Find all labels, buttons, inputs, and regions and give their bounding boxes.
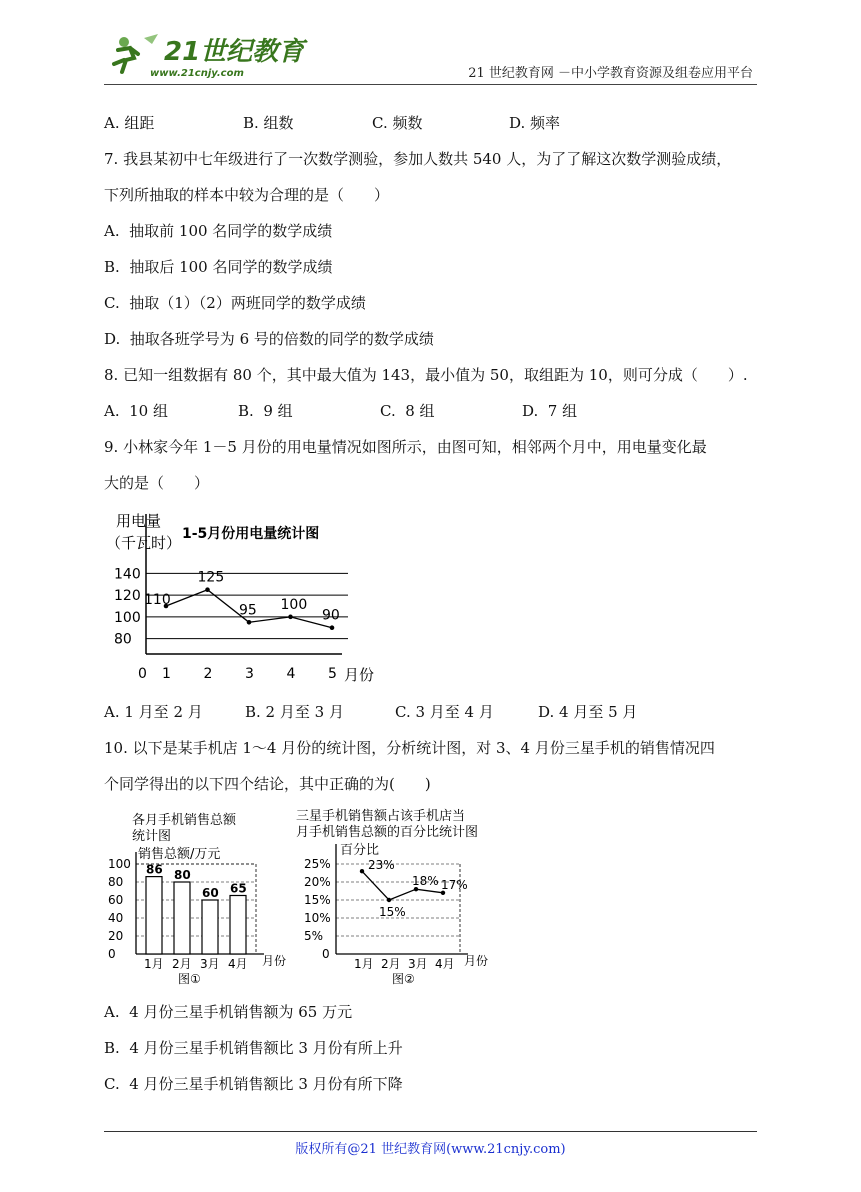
chart2-bar xyxy=(174,882,190,954)
chart3-data-label: 18% xyxy=(412,874,439,889)
chart2-ytick-label: 100 xyxy=(108,857,131,871)
footer-divider xyxy=(104,1131,757,1132)
chart1-data-label: 90 xyxy=(322,607,340,624)
chart3-xtick-label: 2月 xyxy=(381,957,401,971)
site-logo xyxy=(104,30,305,82)
q7-stem-line1: 7. 我县某初中七年级进行了一次数学测验，参加人数共 540 人，为了了解这次数学测验成绩， xyxy=(104,150,732,168)
chart3-data-label: 17% xyxy=(441,877,468,892)
chart1-xtick-label: 2 xyxy=(203,666,213,682)
header-site-name: 21 世纪教育网 －中小学教育资源及组卷应用平台 xyxy=(468,66,753,81)
chart3-data-point xyxy=(387,898,391,902)
sales-bar-chart xyxy=(104,808,294,988)
chart1-ytick-label: 80 xyxy=(114,631,132,648)
chart1-title: 1-5月份用电量统计图 xyxy=(182,526,320,542)
chart1-xtick-label: 1 xyxy=(162,666,171,682)
q6-option-a: A. 组距 xyxy=(104,114,155,132)
q10-option-a: A. 4 月份三星手机销售额为 65 万元 xyxy=(104,1003,353,1021)
chart2-data-label: 86 xyxy=(146,862,163,877)
chart1-ylabel-line2: （千瓦时） xyxy=(106,534,182,552)
q9-option-c: C. 3 月至 4 月 xyxy=(395,703,494,721)
logo-url: www.21cnjy.com xyxy=(150,68,244,79)
q9-option-a: A. 1 月至 2 月 xyxy=(104,703,203,721)
chart3-title-line2: 月手机销售总额的百分比统计图 xyxy=(296,825,479,840)
chart1-data-point xyxy=(205,587,210,592)
electricity-line-chart xyxy=(104,506,394,688)
chart2-ytick-label: 20 xyxy=(108,929,124,943)
chart3-data-point xyxy=(360,869,364,873)
chart2-data-label: 80 xyxy=(174,868,191,882)
q9-stem-line1: 9. 小林家今年 1－5 月份的用电量情况如图所示，由图可知，相邻两个月中，用电量变化最 xyxy=(104,438,707,456)
chart2-bar xyxy=(202,900,218,954)
q10-stem-line2: 个同学得出的以下四个结论，其中正确的为( ) xyxy=(104,775,431,793)
chart1-xtick-label: 3 xyxy=(245,666,254,682)
footer-copyright: 版权所有@21 世纪教育网(www.21cnjy.com) xyxy=(295,1142,566,1157)
runner-logo-icon xyxy=(104,30,305,82)
chart1-data-label: 110 xyxy=(144,592,171,608)
chart2-xtick-label: 3月 xyxy=(200,957,220,971)
logo-text: 21世纪教育 xyxy=(164,37,305,67)
chart2-bar xyxy=(230,896,246,955)
chart1-xtick-label: 5 xyxy=(328,666,337,682)
q10-option-b: B. 4 月份三星手机销售额比 3 月份有所上升 xyxy=(104,1039,403,1057)
q9-stem-line2: 大的是（ ） xyxy=(104,474,210,492)
chart3-ytick-label: 15% xyxy=(304,893,331,907)
q8-option-a: A. 10 组 xyxy=(104,402,168,420)
chart3-title-line1: 三星手机销售额占该手机店当 xyxy=(296,809,466,824)
q7-option-b: B. 抽取后 100 名同学的数学成绩 xyxy=(104,258,333,276)
chart2-title-line1: 各月手机销售总额 xyxy=(132,813,237,828)
chart3-data-label: 23% xyxy=(368,858,395,873)
chart1-data-point xyxy=(330,625,335,630)
chart1-ytick-label: 120 xyxy=(114,588,141,605)
chart1-origin-label: 0 xyxy=(138,666,147,682)
chart2-data-label: 65 xyxy=(230,881,247,896)
chart2-ytick-label: 60 xyxy=(108,893,124,907)
chart3-ytick-label: 25% xyxy=(304,857,331,871)
chart1-data-point xyxy=(288,615,293,620)
chart2-xtick-label: 1月 xyxy=(144,957,164,971)
q8-option-b: B. 9 组 xyxy=(238,402,293,420)
chart2-data-label: 60 xyxy=(202,886,219,900)
chart3-ylabel: 百分比 xyxy=(340,843,380,858)
chart1-data-label: 95 xyxy=(239,602,257,619)
chart3-xtick-label: 4月 xyxy=(435,957,455,971)
chart1-ytick-label: 140 xyxy=(114,566,141,583)
chart1-data-label: 100 xyxy=(280,596,308,613)
q8-stem: 8. 已知一组数据有 80 个，其中最大值为 143，最小值为 50，取组距为 10，则可分成（ ）. xyxy=(104,366,748,384)
chart1-xtick-label: 4 xyxy=(286,666,296,682)
q6-option-d: D. 频率 xyxy=(509,114,561,132)
q7-option-c: C. 抽取（1）（2）两班同学的数学成绩 xyxy=(104,294,366,312)
q8-option-d: D. 7 组 xyxy=(522,402,578,420)
chart2-ytick-label: 80 xyxy=(108,875,124,889)
chart1-xlabel: 月份 xyxy=(344,666,375,684)
chart2-xlabel: 月份 xyxy=(262,954,287,968)
chart2-ytick-label: 0 xyxy=(108,947,116,961)
q10-stem-line1: 10. 以下是某手机店 1～4 月份的统计图，分析统计图，对 3、4 月份三星手机的销售情况四 xyxy=(104,739,715,757)
q7-option-d: D. 抽取各班学号为 6 号的倍数的同学的数学成绩 xyxy=(104,330,434,348)
q7-option-a: A. 抽取前 100 名同学的数学成绩 xyxy=(104,222,333,240)
chart2-bar xyxy=(146,877,162,954)
q6-option-b: B. 组数 xyxy=(243,114,294,132)
chart3-ytick-label: 20% xyxy=(304,875,331,889)
chart2-xtick-label: 4月 xyxy=(228,957,248,971)
chart1-ytick-label: 100 xyxy=(114,609,141,626)
q9-option-d: D. 4 月至 5 月 xyxy=(538,703,638,721)
chart3-caption: 图② xyxy=(392,972,415,986)
q10-option-c: C. 4 月份三星手机销售额比 3 月份有所下降 xyxy=(104,1075,403,1093)
chart2-ytick-label: 40 xyxy=(108,911,124,925)
q9-option-b: B. 2 月至 3 月 xyxy=(245,703,344,721)
chart3-ytick-label: 0 xyxy=(322,947,330,961)
q6-option-c: C. 频数 xyxy=(372,114,423,132)
chart3-xtick-label: 1月 xyxy=(354,957,374,971)
page-header xyxy=(0,0,861,92)
chart3-xlabel: 月份 xyxy=(464,954,489,968)
chart1-data-label: 125 xyxy=(197,569,225,586)
chart2-xtick-label: 2月 xyxy=(172,957,192,971)
chart3-data-label: 15% xyxy=(379,905,406,919)
q8-option-c: C. 8 组 xyxy=(380,402,435,420)
chart1-data-point xyxy=(247,620,252,625)
percentage-line-chart xyxy=(296,808,496,988)
header-divider xyxy=(104,84,757,85)
chart3-ytick-label: 5% xyxy=(304,929,324,943)
chart2-title-line2: 统计图 xyxy=(132,829,172,844)
chart2-ylabel: 销售总额/万元 xyxy=(138,847,221,862)
chart3-xtick-label: 3月 xyxy=(408,957,428,971)
chart3-ytick-label: 10% xyxy=(304,911,331,925)
chart2-caption: 图① xyxy=(178,972,201,986)
q7-stem-line2: 下列所抽取的样本中较为合理的是（ ） xyxy=(104,186,390,204)
chart1-ylabel-line1: 用电量 xyxy=(116,512,162,530)
